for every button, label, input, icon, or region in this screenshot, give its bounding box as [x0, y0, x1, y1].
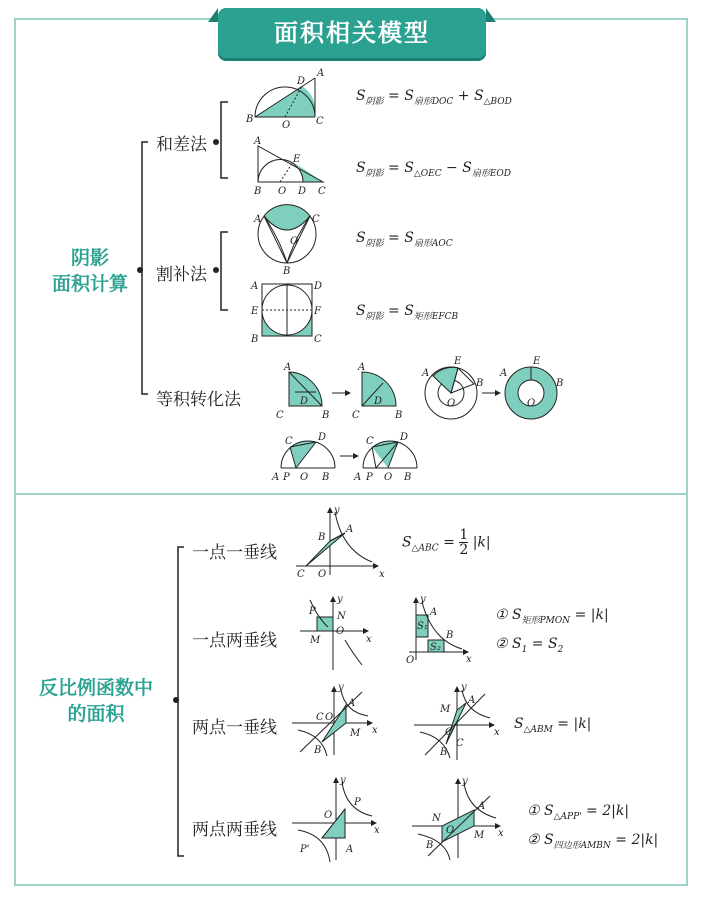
branch-yidian-liangchui: 一点两垂线: [192, 631, 277, 651]
svg-text:O: O: [278, 186, 287, 197]
formula-gebu-2: $S_{阴影} = S_{矩形EFCB}$: [356, 303, 459, 322]
bullet-dot: [213, 267, 219, 273]
svg-text:M: M: [474, 830, 485, 841]
svg-text:E: E: [454, 356, 462, 367]
svg-text:D: D: [297, 76, 306, 87]
svg-text:D: D: [400, 432, 409, 443]
svg-text:A: A: [500, 368, 508, 379]
figure-dengji-5: [271, 432, 335, 483]
branch-hecha: 和差法: [156, 135, 207, 155]
svg-text:O: O: [406, 655, 415, 666]
svg-text:E: E: [251, 306, 259, 317]
formula-liangdian-liangchui-2: ② $S_{四边形AMBN} = 2|k|$: [527, 832, 659, 851]
svg-text:O: O: [384, 472, 393, 483]
svg-text:O: O: [445, 727, 454, 738]
svg-text:O: O: [447, 398, 456, 409]
section1-brackets: [138, 102, 228, 394]
svg-text:B: B: [322, 472, 330, 483]
svg-text:O: O: [527, 398, 536, 409]
section2-title-line1: 反比例函数中: [38, 677, 153, 699]
bullet-dot: [213, 139, 219, 145]
svg-text:A: A: [251, 281, 259, 292]
svg-text:y: y: [337, 594, 343, 605]
svg-text:P: P: [309, 606, 316, 617]
branch-yidian-yichui: 一点一垂线: [192, 543, 277, 563]
figure-yidian-yichui: [296, 505, 385, 580]
svg-text:x: x: [372, 725, 378, 736]
svg-text:B: B: [246, 114, 254, 125]
svg-text:B: B: [251, 334, 259, 345]
figure-hecha-2: [253, 136, 326, 197]
section2-brackets: [178, 547, 184, 856]
svg-text:x: x: [494, 727, 500, 738]
svg-text:P: P: [366, 472, 373, 483]
svg-text:M: M: [310, 635, 321, 646]
bullet-dot: [173, 697, 179, 703]
svg-text:A: A: [348, 698, 356, 709]
branch-gebu: 割补法: [156, 265, 207, 285]
branch-liangdian-yichui: 两点一垂线: [192, 718, 277, 738]
svg-text:O: O: [300, 472, 309, 483]
svg-text:y: y: [420, 594, 426, 605]
svg-text:O: O: [325, 712, 334, 723]
svg-text:B: B: [395, 410, 403, 421]
formula-hecha-2: $S_{阴影} = S_{\triangle OEC} - S_{扇形EOD}$: [356, 160, 512, 179]
svg-text:D: D: [300, 396, 309, 407]
svg-text:A: A: [468, 695, 476, 706]
svg-text:y: y: [462, 776, 468, 787]
svg-text:B: B: [426, 840, 434, 851]
svg-text:A: A: [346, 524, 354, 535]
svg-text:O: O: [336, 626, 345, 637]
svg-text:F: F: [314, 306, 321, 317]
svg-text:B: B: [556, 378, 564, 389]
svg-text:A: A: [354, 472, 362, 483]
formula-yidian-liangchui-1: ① $S_{矩形PMON} = |k|$: [495, 607, 609, 626]
svg-text:E: E: [533, 356, 541, 367]
svg-text:D: D: [298, 186, 307, 197]
svg-text:D: D: [314, 281, 323, 292]
svg-text:C: C: [312, 214, 320, 225]
svg-text:B: B: [254, 186, 262, 197]
svg-text:C: C: [352, 410, 360, 421]
svg-text:E: E: [293, 154, 301, 165]
svg-text:A: A: [478, 801, 486, 812]
branch-liangdian-liangchui: 两点两垂线: [192, 820, 277, 840]
svg-text:B: B: [440, 747, 448, 758]
svg-text:C: C: [318, 186, 326, 197]
svg-text:M: M: [350, 728, 361, 739]
svg-text:S₂: S₂: [430, 642, 441, 653]
svg-text:A: A: [346, 844, 354, 855]
svg-text:A: A: [284, 362, 292, 373]
svg-text:x: x: [374, 825, 380, 836]
svg-text:B: B: [404, 472, 412, 483]
svg-text:A: A: [317, 68, 325, 79]
svg-text:O: O: [446, 825, 455, 836]
svg-text:x: x: [366, 634, 372, 645]
svg-text:O: O: [324, 810, 333, 821]
svg-text:B: B: [318, 532, 326, 543]
svg-text:A: A: [430, 607, 438, 618]
section2-title-line2: 的面积: [67, 703, 125, 725]
page-title: 面积相关模型: [274, 19, 430, 47]
formula-liangdian-yichui: $S_{\triangle ABM} = |k|$: [514, 716, 592, 735]
svg-text:C: C: [316, 712, 324, 723]
svg-text:B: B: [322, 410, 330, 421]
svg-text:C: C: [285, 436, 293, 447]
figure-gebu-1: [253, 205, 320, 277]
formula-yidian-liangchui-2: ② $S_1 = S_2$: [495, 636, 564, 655]
figure-hecha-1: [245, 68, 324, 131]
section1-title-line1: 阴影: [70, 247, 109, 269]
bullet-dot: [137, 267, 143, 273]
svg-text:A: A: [272, 472, 280, 483]
svg-text:C: C: [276, 410, 284, 421]
svg-text:B: B: [283, 266, 291, 277]
formula-gebu-1: $S_{阴影} = S_{扇形AOC}$: [356, 230, 453, 249]
svg-text:N: N: [432, 813, 441, 824]
svg-text:P: P: [354, 797, 361, 808]
svg-text:O: O: [282, 120, 291, 131]
svg-text:y: y: [340, 775, 346, 786]
svg-text:C: C: [456, 738, 464, 749]
figure-liangdian-yichui-2: [414, 682, 500, 760]
svg-text:D: D: [318, 432, 327, 443]
figure-liangdian-liangchui-2: [412, 776, 504, 860]
svg-text:P: P: [283, 472, 290, 483]
svg-text:C: C: [314, 334, 322, 345]
svg-text:A: A: [422, 368, 430, 379]
svg-text:y: y: [461, 682, 467, 693]
svg-text:A: A: [358, 362, 366, 373]
svg-text:B: B: [446, 630, 454, 641]
figure-dengji-6: [353, 432, 417, 483]
svg-text:O: O: [290, 236, 299, 247]
svg-text:D: D: [374, 396, 383, 407]
svg-text:x: x: [498, 828, 504, 839]
svg-text:C: C: [297, 569, 305, 580]
figure-dengji-4: [499, 356, 563, 419]
formula-yidian-yichui: $S_{\triangle ABC}$ = $\frac{1}{2}$ |k|: [402, 527, 491, 558]
svg-text:B: B: [314, 745, 322, 756]
svg-text:S₁: S₁: [417, 621, 428, 632]
svg-text:O: O: [318, 569, 327, 580]
formula-liangdian-liangchui-1: ① $S_{\triangle APP'} = 2|k|$: [527, 803, 630, 822]
figure-dengji-1: [276, 362, 329, 421]
figure-liangdian-liangchui-1: [292, 775, 380, 862]
svg-text:y: y: [338, 682, 344, 693]
section1-title-line2: 面积计算: [51, 273, 128, 295]
figure-yidian-liangchui-2: [406, 594, 472, 666]
branch-dengji: 等积转化法: [156, 390, 241, 410]
figure-dengji-3: [421, 356, 483, 419]
figure-yidian-liangchui-1: [300, 594, 372, 670]
formula-hecha-1: $S_{阴影} = S_{扇形DOC} + S_{\triangle BOD}$: [356, 88, 512, 107]
figure-dengji-2: [352, 362, 402, 421]
svg-text:B: B: [476, 378, 484, 389]
svg-text:y: y: [334, 505, 340, 516]
svg-text:C: C: [366, 436, 374, 447]
svg-text:P': P': [300, 844, 310, 855]
svg-text:A: A: [254, 214, 262, 225]
svg-text:x: x: [379, 569, 385, 580]
figure-liangdian-yichui-1: [292, 682, 378, 756]
svg-text:N: N: [337, 611, 346, 622]
svg-text:C: C: [316, 116, 324, 127]
svg-text:M: M: [440, 704, 451, 715]
svg-text:A: A: [254, 136, 262, 147]
svg-text:x: x: [466, 654, 472, 665]
figure-gebu-2: [250, 281, 322, 345]
